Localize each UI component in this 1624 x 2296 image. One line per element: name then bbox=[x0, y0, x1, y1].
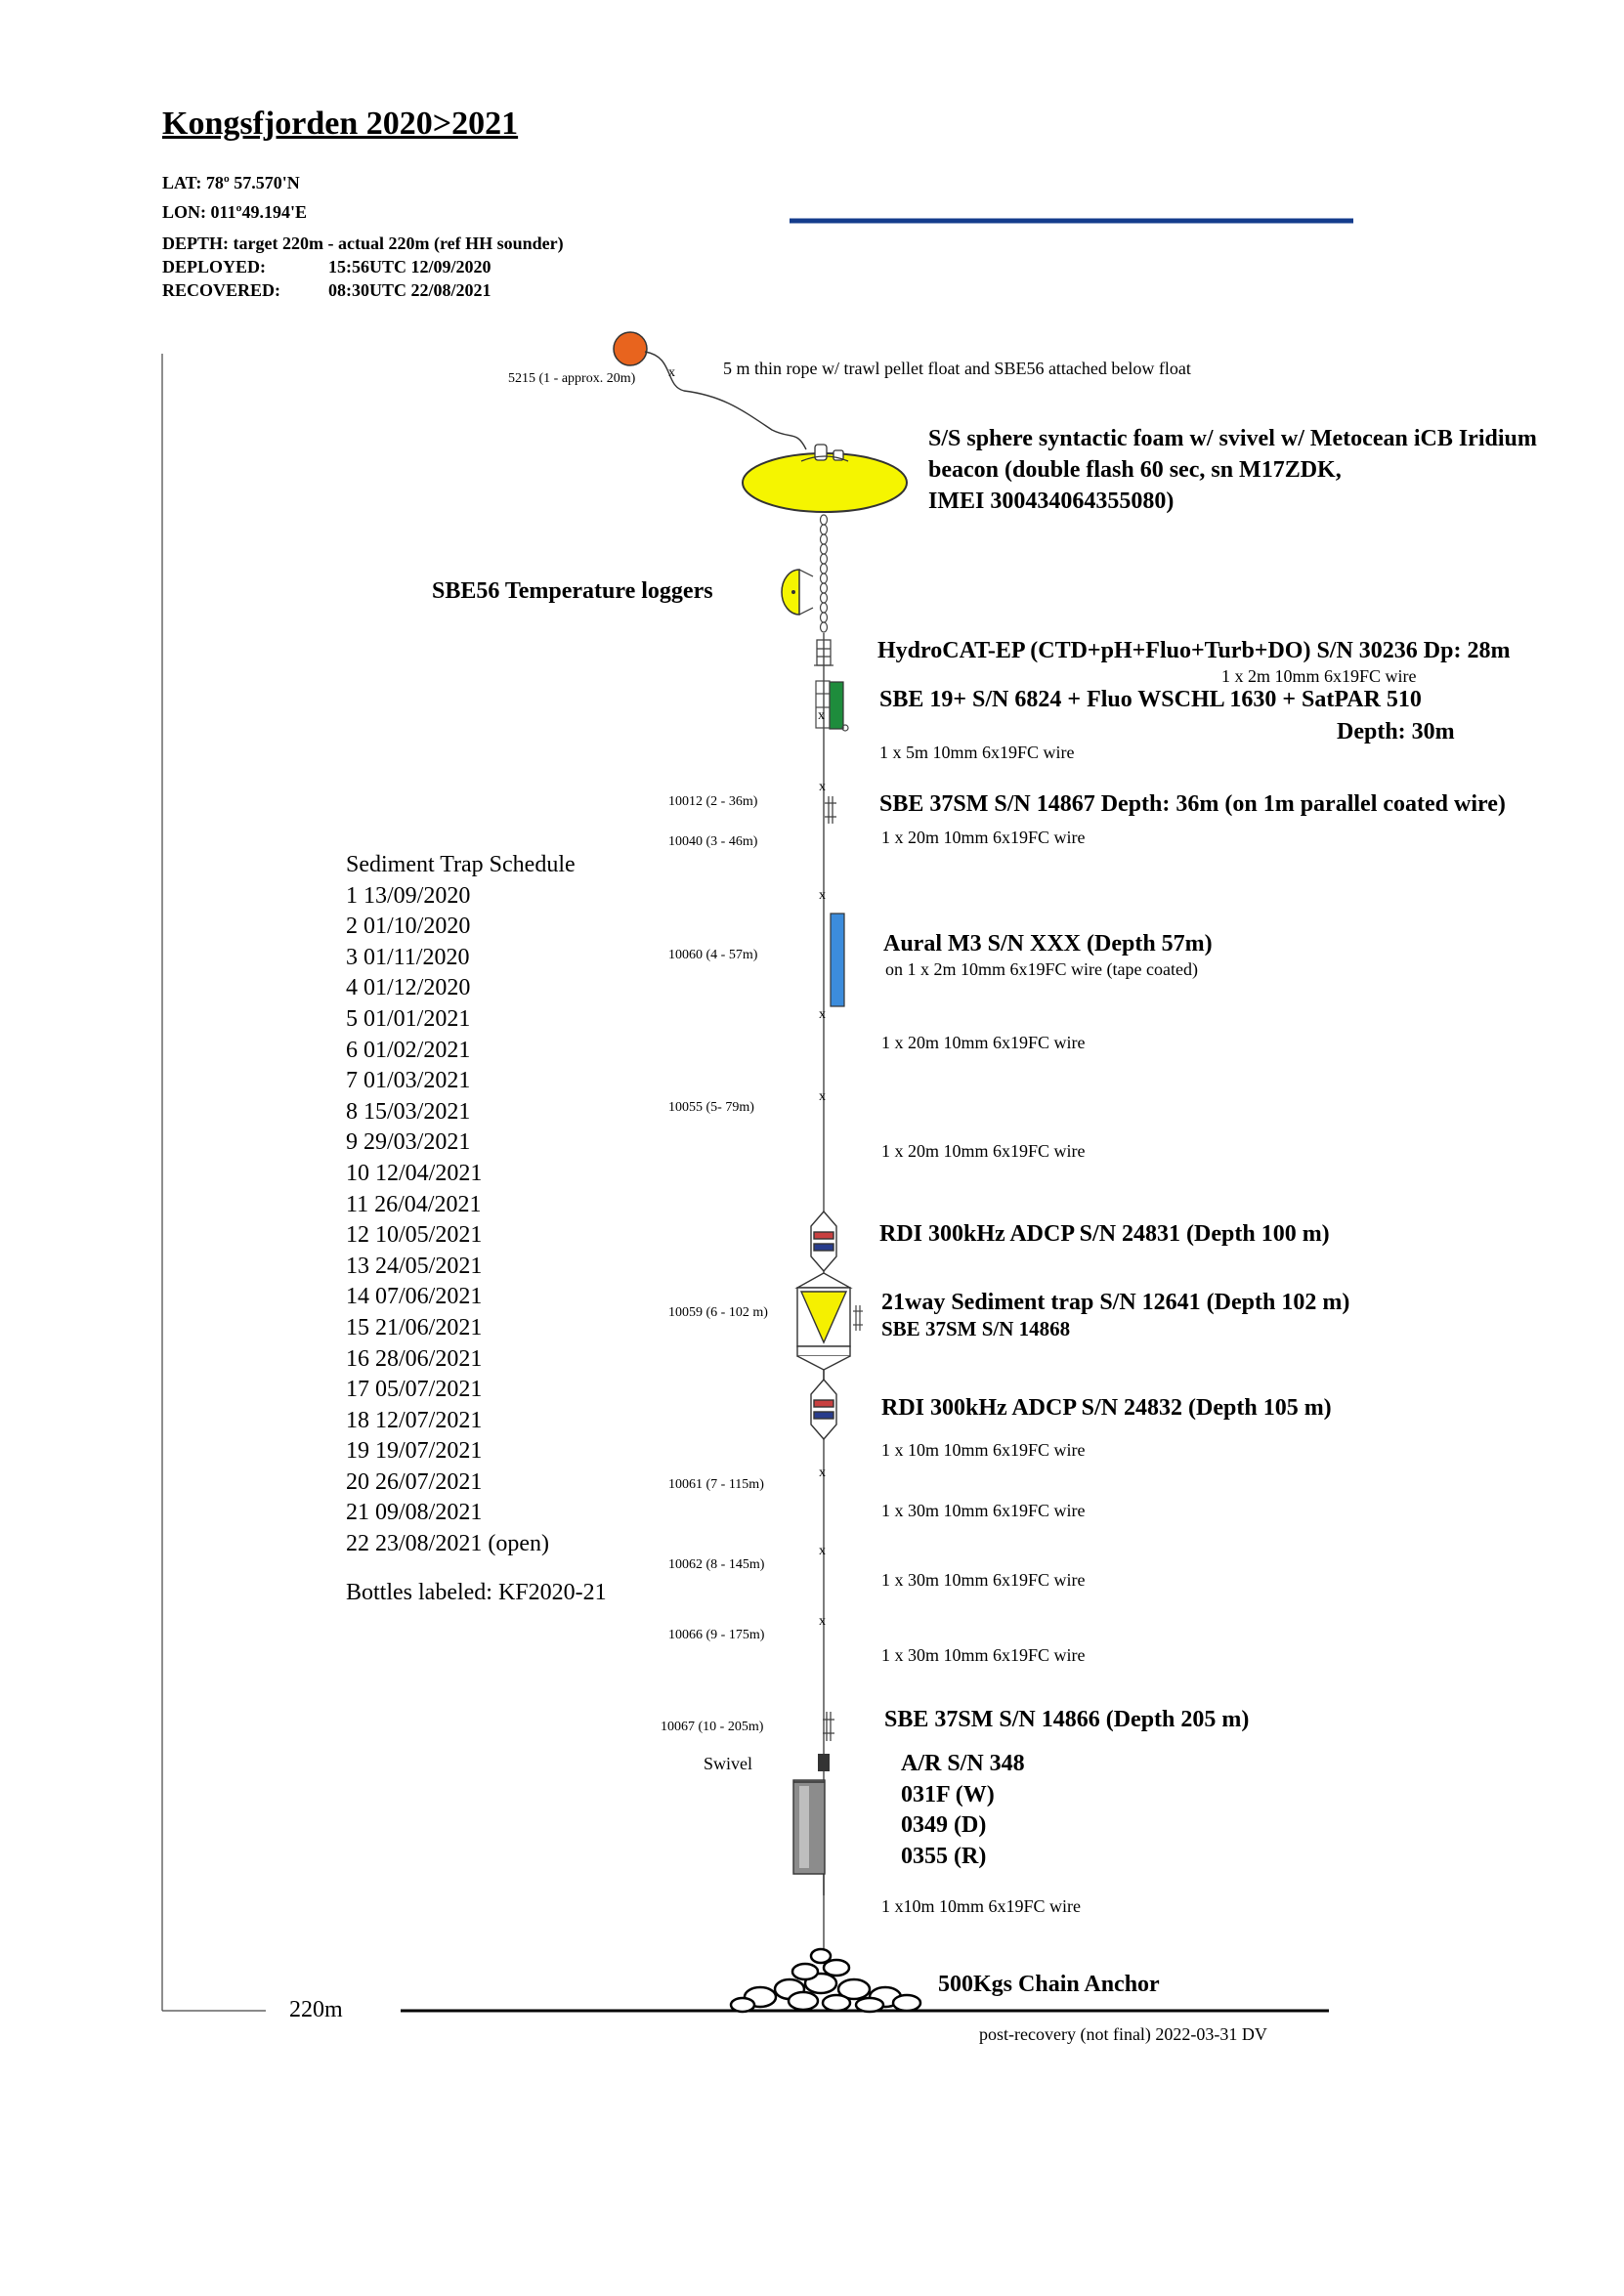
schedule-row: 11 26/04/2021 bbox=[346, 1191, 482, 1217]
wire-30m-label-1: 1 x 30m 10mm 6x19FC wire bbox=[881, 1501, 1086, 1520]
tag-10012: 10012 (2 - 36m) bbox=[668, 794, 758, 809]
sediment-trap-icon bbox=[797, 1273, 850, 1380]
iridium-beacon-icon bbox=[815, 445, 827, 460]
wire-20m-label-2: 1 x 20m 10mm 6x19FC wire bbox=[881, 1033, 1086, 1052]
adcp-100m-label: RDI 300kHz ADCP S/N 24831 (Depth 100 m) bbox=[879, 1221, 1330, 1247]
shackle-mark: x bbox=[819, 1614, 826, 1629]
tag-10062: 10062 (8 - 145m) bbox=[668, 1557, 765, 1572]
aural-label: Aural M3 S/N XXX (Depth 57m) bbox=[883, 931, 1213, 957]
tag-10055: 10055 (5- 79m) bbox=[668, 1100, 754, 1115]
recovered-value: 08:30UTC 22/08/2021 bbox=[328, 280, 491, 300]
adcp-100m-icon bbox=[811, 1212, 836, 1271]
swivel-label: Swivel bbox=[704, 1754, 753, 1773]
sbe19-depth-label: Depth: 30m bbox=[1337, 719, 1455, 744]
sbe37-36m-label: SBE 37SM S/N 14867 Depth: 36m (on 1m parallel coated wire) bbox=[879, 791, 1506, 817]
chain-anchor-icon bbox=[731, 1949, 920, 2012]
schedule-row: 5 01/01/2021 bbox=[346, 1005, 471, 1032]
sbe56-label: SBE56 Temperature loggers bbox=[432, 578, 713, 604]
swivel-icon bbox=[818, 1754, 830, 1771]
shackle-mark: x bbox=[819, 1007, 826, 1022]
shackle-mark: x bbox=[668, 365, 675, 380]
tag-5215: 5215 (1 - approx. 20m) bbox=[508, 371, 636, 386]
sbe37-36m-icon bbox=[825, 796, 836, 824]
schedule-row: 10 12/04/2021 bbox=[346, 1160, 483, 1186]
sbe37-205m-label: SBE 37SM S/N 14866 (Depth 205 m) bbox=[884, 1707, 1250, 1732]
latitude: LAT: 78º 57.570'N bbox=[162, 173, 300, 192]
schedule-row: 4 01/12/2020 bbox=[346, 975, 471, 1001]
syntactic-sphere-icon bbox=[743, 453, 907, 512]
tag-10040: 10040 (3 - 46m) bbox=[668, 834, 758, 849]
depth-scale-label: 220m bbox=[289, 1997, 343, 2022]
schedule-row: 7 01/03/2021 bbox=[346, 1068, 471, 1094]
recovered-label: RECOVERED: bbox=[162, 280, 281, 300]
anchor-label: 500Kgs Chain Anchor bbox=[938, 1972, 1160, 1997]
shackle-mark: x bbox=[819, 780, 826, 794]
schedule-row: 19 19/07/2021 bbox=[346, 1438, 483, 1465]
page-title: Kongsfjorden 2020>2021 bbox=[162, 106, 519, 142]
schedule-row: 20 26/07/2021 bbox=[346, 1468, 483, 1495]
schedule-row: 21 09/08/2021 bbox=[346, 1500, 483, 1526]
wire-5m-label: 1 x 5m 10mm 6x19FC wire bbox=[879, 743, 1075, 762]
wire-20m-label-3: 1 x 20m 10mm 6x19FC wire bbox=[881, 1141, 1086, 1161]
acoustic-release-label: A/R S/N 348 031F (W) 0349 (D) 0355 (R) bbox=[901, 1751, 1025, 1869]
deployed-value: 15:56UTC 12/09/2020 bbox=[328, 257, 491, 276]
wire-30m-label-2: 1 x 30m 10mm 6x19FC wire bbox=[881, 1570, 1086, 1590]
trawl-float-icon bbox=[614, 332, 647, 365]
sbe37-205m-icon bbox=[823, 1712, 834, 1741]
schedule-row: 13 24/05/2021 bbox=[346, 1253, 483, 1279]
adcp-105m-label: RDI 300kHz ADCP S/N 24832 (Depth 105 m) bbox=[881, 1395, 1332, 1421]
sbe19-icon bbox=[830, 682, 843, 729]
surface-float-label: 5 m thin rope w/ trawl pellet float and SBE56 attached below float bbox=[723, 359, 1191, 378]
wire-2m-label: 1 x 2m 10mm 6x19FC wire bbox=[1221, 666, 1417, 686]
aural-wire-label: on 1 x 2m 10mm 6x19FC wire (tape coated) bbox=[885, 959, 1198, 979]
sbe19-label: SBE 19+ S/N 6824 + Fluo WSCHL 1630 + SatPAR 510 bbox=[879, 687, 1422, 712]
shackle-mark: x bbox=[819, 1466, 826, 1480]
depth-info: DEPTH: target 220m - actual 220m (ref HH sounder) bbox=[162, 234, 564, 253]
schedule-row: 1 13/09/2020 bbox=[346, 882, 471, 909]
schedule-row: 3 01/11/2020 bbox=[346, 944, 470, 970]
tag-10061: 10061 (7 - 115m) bbox=[668, 1477, 764, 1492]
sbe56-logger-icon bbox=[782, 570, 799, 615]
wire-20m-label-1: 1 x 20m 10mm 6x19FC wire bbox=[881, 828, 1086, 847]
schedule-row: 12 10/05/2021 bbox=[346, 1222, 483, 1249]
trap-sbe37-icon bbox=[853, 1305, 863, 1331]
schedule-row: 14 07/06/2021 bbox=[346, 1284, 483, 1310]
trap-schedule bbox=[346, 850, 607, 1608]
shackle-mark: x bbox=[819, 1089, 826, 1104]
tag-10066: 10066 (9 - 175m) bbox=[668, 1628, 765, 1642]
adcp-105m-icon bbox=[811, 1380, 836, 1439]
hydrocat-label: HydroCAT-EP (CTD+pH+Fluo+Turb+DO) S/N 30236 Dp: 28m bbox=[877, 638, 1511, 663]
sediment-trap-label: 21way Sediment trap S/N 12641 (Depth 102 m) bbox=[881, 1290, 1350, 1315]
trap-sbe37-label: SBE 37SM S/N 14868 bbox=[881, 1317, 1071, 1340]
sphere-label: S/S sphere syntactic foam w/ svivel w/ Metocean iCB Iridium beacon (double flash 60 sec, sn M17ZDK, IMEI 300434064355080) bbox=[928, 426, 1537, 514]
tag-10059: 10059 (6 - 102 m) bbox=[668, 1305, 768, 1320]
wire-10m-label: 1 x 10m 10mm 6x19FC wire bbox=[881, 1440, 1086, 1460]
longitude: LON: 011º49.194'E bbox=[162, 202, 307, 222]
tag-10067: 10067 (10 - 205m) bbox=[661, 1720, 764, 1734]
wire-10m-label-2: 1 x10m 10mm 6x19FC wire bbox=[881, 1896, 1082, 1916]
schedule-row: 18 12/07/2021 bbox=[346, 1407, 483, 1433]
chain-links bbox=[821, 515, 828, 632]
schedule-row: 16 28/06/2021 bbox=[346, 1345, 483, 1372]
deployed-label: DEPLOYED: bbox=[162, 257, 267, 276]
shackle-mark: x bbox=[819, 1544, 826, 1558]
schedule-row: 8 15/03/2021 bbox=[346, 1098, 471, 1125]
schedule-row: 2 01/10/2020 bbox=[346, 914, 471, 940]
schedule-row: 15 21/06/2021 bbox=[346, 1314, 483, 1340]
shackle-mark: x bbox=[819, 888, 826, 903]
footer-note: post-recovery (not final) 2022-03-31 DV bbox=[979, 2024, 1267, 2044]
schedule-row: 17 05/07/2021 bbox=[346, 1377, 483, 1403]
schedule-row: 9 29/03/2021 bbox=[346, 1129, 471, 1156]
acoustic-release-icon bbox=[793, 1780, 825, 1895]
wire-30m-label-3: 1 x 30m 10mm 6x19FC wire bbox=[881, 1645, 1086, 1665]
tag-10060: 10060 (4 - 57m) bbox=[668, 948, 758, 962]
bottles-label: Bottles labeled: KF2020-21 bbox=[346, 1579, 607, 1605]
aural-hydrophone-icon bbox=[831, 914, 844, 1006]
schedule-row: 6 01/02/2021 bbox=[346, 1037, 471, 1063]
schedule-title: Sediment Trap Schedule bbox=[346, 852, 576, 877]
schedule-row: 22 23/08/2021 (open) bbox=[346, 1531, 549, 1557]
shackle-mark: x bbox=[818, 708, 825, 723]
